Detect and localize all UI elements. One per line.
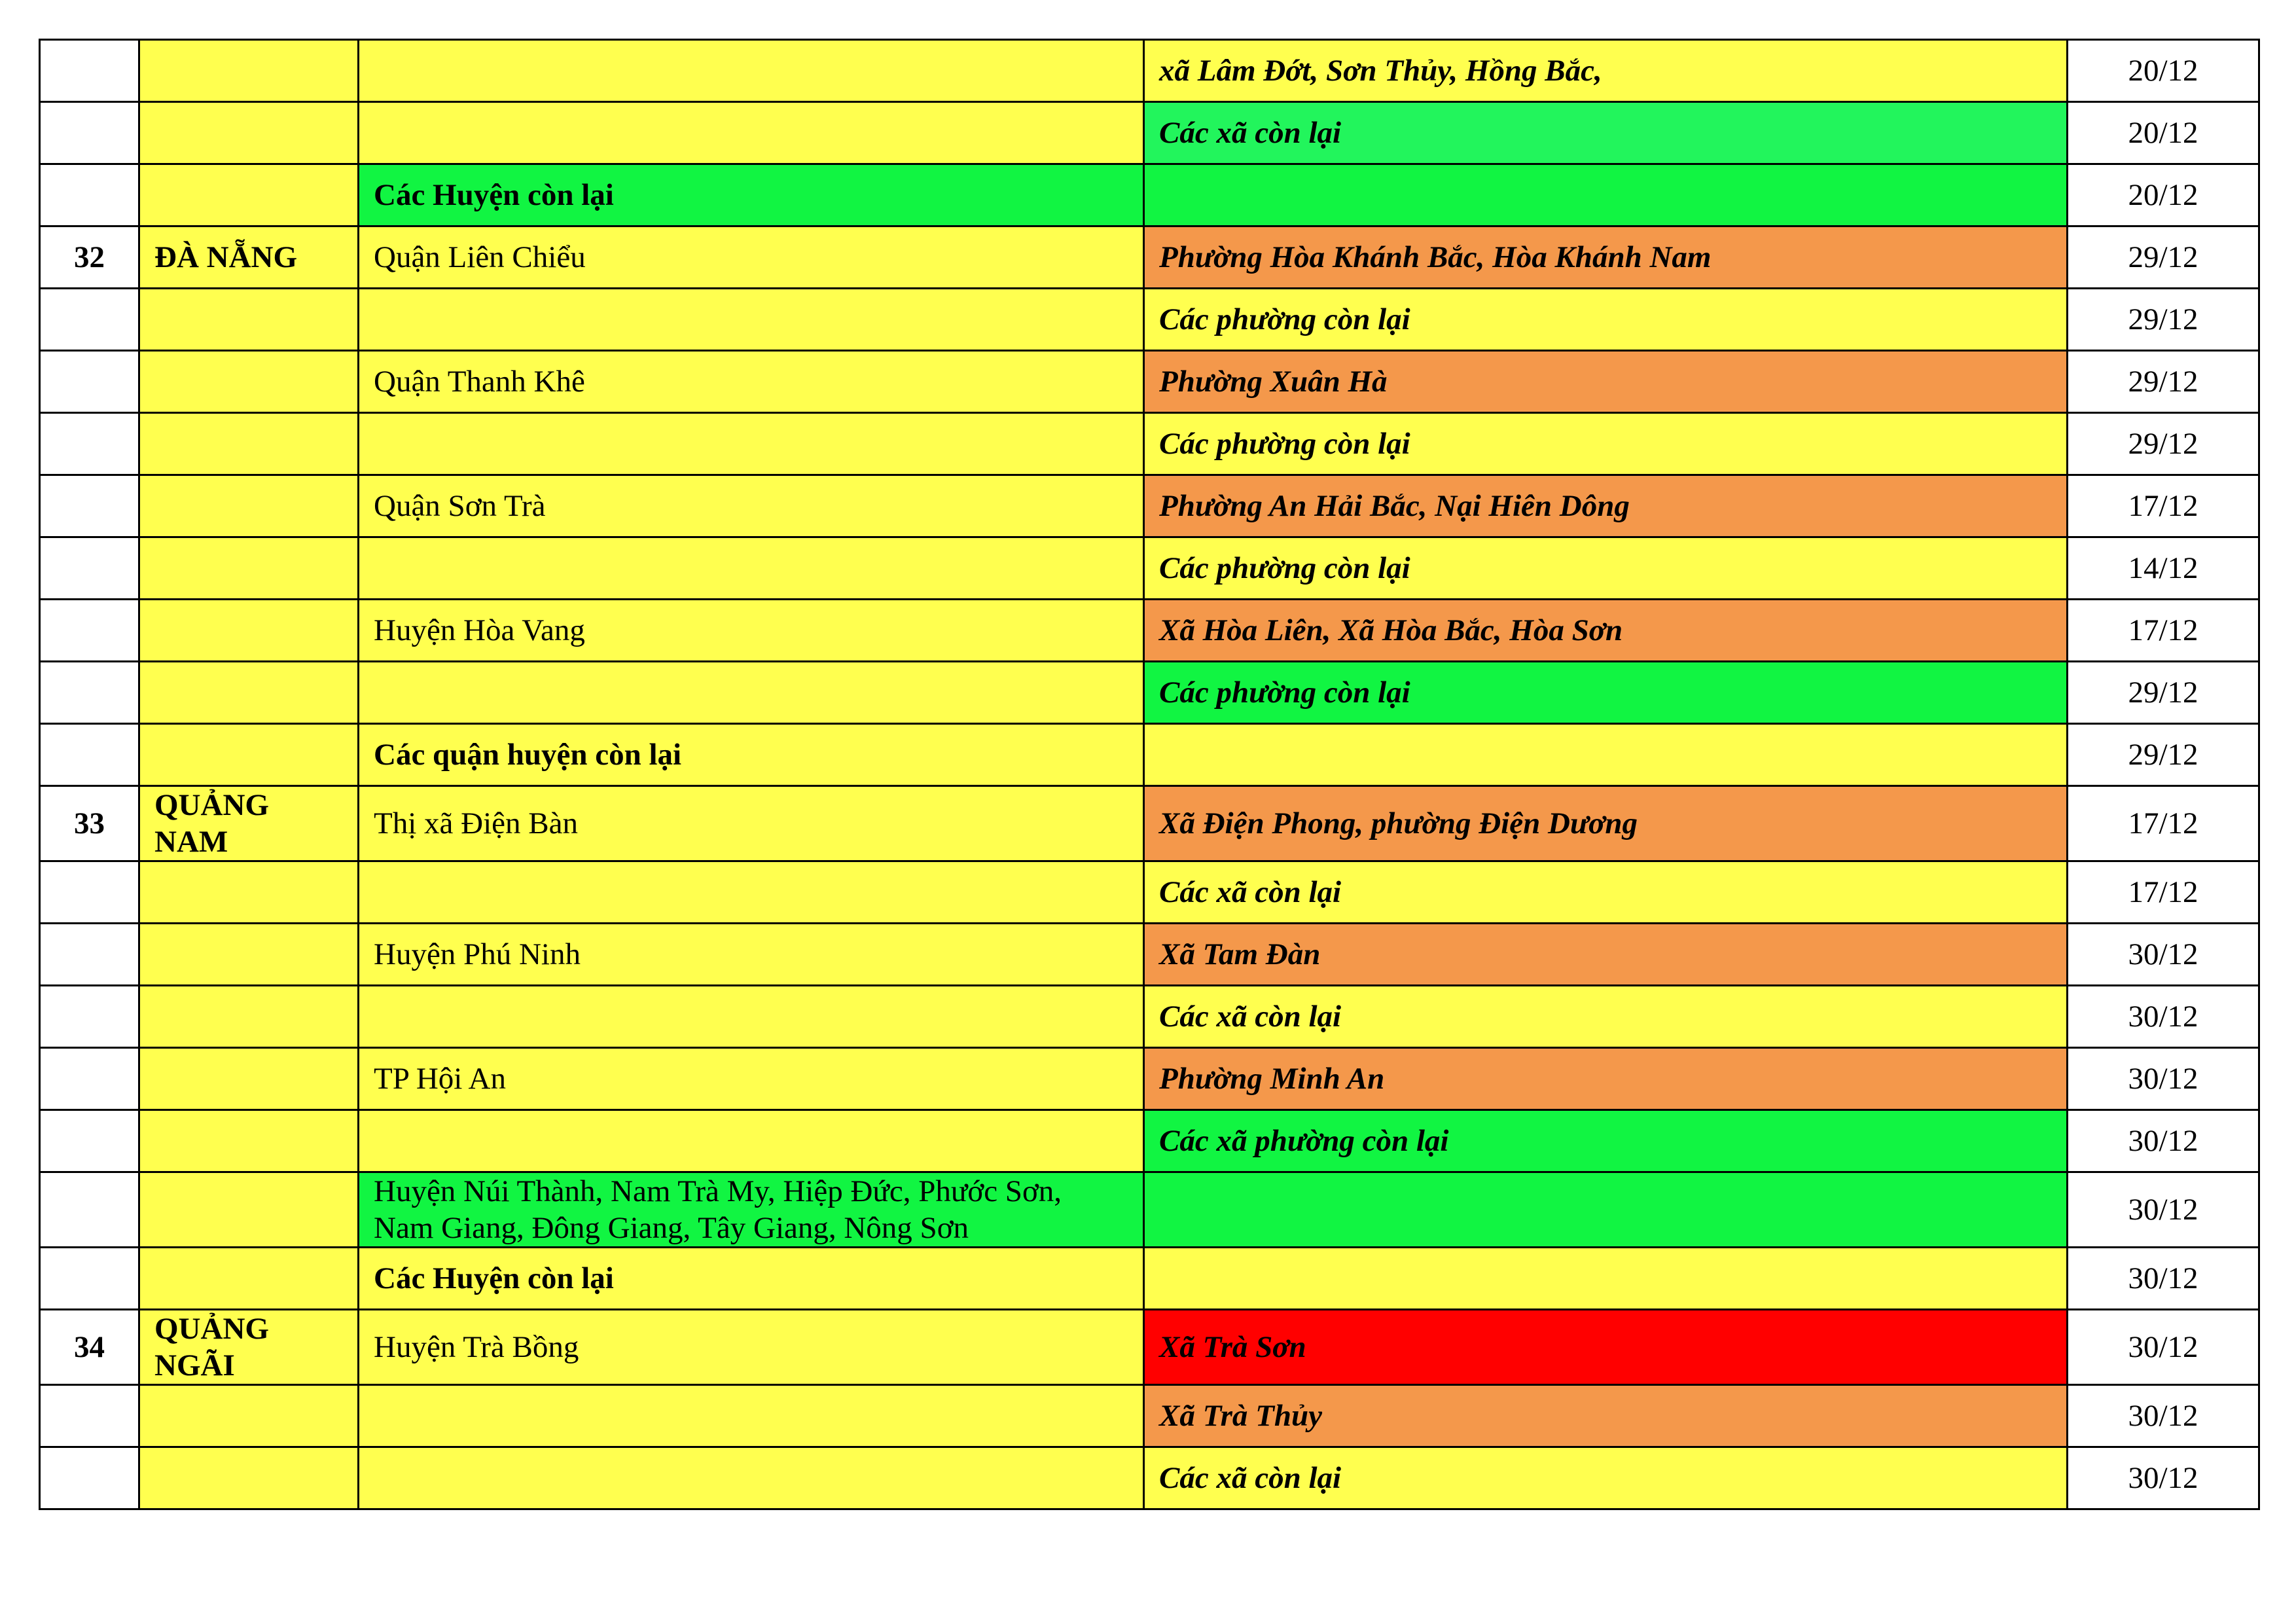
stt-cell: [40, 537, 139, 600]
province-cell: [139, 924, 359, 986]
province-cell: [139, 1385, 359, 1447]
detail-cell: Xã Trà Sơn: [1144, 1310, 2068, 1385]
stt-cell: [40, 662, 139, 724]
date-cell: 14/12: [2068, 537, 2259, 600]
district-cell: [359, 537, 1144, 600]
province-cell: [139, 986, 359, 1048]
stt-cell: [40, 289, 139, 351]
detail-cell: Phường Minh An: [1144, 1048, 2068, 1110]
table-row: [40, 724, 2259, 786]
province-cell: [139, 40, 359, 102]
district-cell: Huyện Hòa Vang: [359, 600, 1144, 662]
province-cell: [139, 537, 359, 600]
table-row: [40, 1048, 2259, 1110]
district-cell: TP Hội An: [359, 1048, 1144, 1110]
stt-cell: [40, 413, 139, 475]
district-cell: Huyện Trà Bồng: [359, 1310, 1144, 1385]
detail-cell: Các phường còn lại: [1144, 662, 2068, 724]
province-cell: [139, 413, 359, 475]
province-cell: [139, 600, 359, 662]
district-cell: Quận Sơn Trà: [359, 475, 1144, 537]
date-cell: 29/12: [2068, 724, 2259, 786]
date-cell: 29/12: [2068, 662, 2259, 724]
district-cell: Các quận huyện còn lại: [359, 724, 1144, 786]
stt-cell: 32: [40, 226, 139, 289]
province-cell: [139, 164, 359, 226]
district-cell: [359, 413, 1144, 475]
table-row: [40, 351, 2259, 413]
detail-cell: Phường An Hải Bắc, Nại Hiên Dông: [1144, 475, 2068, 537]
stt-cell: [40, 924, 139, 986]
district-cell: Thị xã Điện Bàn: [359, 786, 1144, 861]
district-cell: Quận Liên Chiểu: [359, 226, 1144, 289]
date-cell: 20/12: [2068, 102, 2259, 164]
detail-cell: Xã Điện Phong, phường Điện Dương: [1144, 786, 2068, 861]
table-row: [40, 475, 2259, 537]
table-row: [40, 600, 2259, 662]
stt-cell: [40, 1385, 139, 1447]
province-cell: [139, 475, 359, 537]
district-cell: Huyện Núi Thành, Nam Trà My, Hiệp Đức, Phước Sơn, Nam Giang, Đông Giang, Tây Giang, Nông Sơn: [359, 1172, 1144, 1248]
table-row: [40, 662, 2259, 724]
date-cell: 29/12: [2068, 413, 2259, 475]
date-cell: 17/12: [2068, 475, 2259, 537]
date-cell: 29/12: [2068, 226, 2259, 289]
district-cell: [359, 102, 1144, 164]
detail-cell: Phường Hòa Khánh Bắc, Hòa Khánh Nam: [1144, 226, 2068, 289]
province-cell: QUẢNG NGÃI: [139, 1310, 359, 1385]
province-cell: [139, 102, 359, 164]
detail-cell: Các xã còn lại: [1144, 861, 2068, 924]
detail-cell: Phường Xuân Hà: [1144, 351, 2068, 413]
stt-cell: 33: [40, 786, 139, 861]
province-cell: [139, 1110, 359, 1172]
date-cell: 30/12: [2068, 1248, 2259, 1310]
detail-cell: Các xã phường còn lại: [1144, 1110, 2068, 1172]
stt-cell: [40, 102, 139, 164]
province-cell: [139, 662, 359, 724]
province-cell: QUẢNG NAM: [139, 786, 359, 861]
stt-cell: [40, 861, 139, 924]
detail-cell: Các phường còn lại: [1144, 537, 2068, 600]
province-cell: [139, 1447, 359, 1509]
table-row: [40, 413, 2259, 475]
province-cell: [139, 1248, 359, 1310]
district-cell: [359, 1385, 1144, 1447]
stt-cell: [40, 1248, 139, 1310]
region-schedule-table: [39, 39, 2260, 1510]
stt-cell: [40, 724, 139, 786]
date-cell: 30/12: [2068, 1385, 2259, 1447]
district-cell: [359, 40, 1144, 102]
stt-cell: [40, 351, 139, 413]
province-cell: [139, 861, 359, 924]
table-row: [40, 861, 2259, 924]
table-row: [40, 1385, 2259, 1447]
district-cell: Quận Thanh Khê: [359, 351, 1144, 413]
date-cell: 29/12: [2068, 289, 2259, 351]
date-cell: 30/12: [2068, 1447, 2259, 1509]
province-cell: [139, 724, 359, 786]
district-cell: [359, 986, 1144, 1048]
district-cell: [359, 289, 1144, 351]
district-cell: Huyện Phú Ninh: [359, 924, 1144, 986]
detail-cell: [1144, 1172, 2068, 1248]
stt-cell: [40, 600, 139, 662]
stt-cell: [40, 1110, 139, 1172]
table-row: [40, 164, 2259, 226]
district-cell: [359, 861, 1144, 924]
table-row: [40, 1248, 2259, 1310]
table-row: [40, 537, 2259, 600]
table-row: [40, 1447, 2259, 1509]
table-row: [40, 986, 2259, 1048]
stt-cell: [40, 986, 139, 1048]
date-cell: 30/12: [2068, 1110, 2259, 1172]
detail-cell: [1144, 1248, 2068, 1310]
table-row: [40, 1310, 2259, 1385]
province-cell: [139, 289, 359, 351]
date-cell: 30/12: [2068, 1048, 2259, 1110]
table-row: [40, 289, 2259, 351]
table-row: [40, 102, 2259, 164]
date-cell: 30/12: [2068, 1310, 2259, 1385]
stt-cell: [40, 164, 139, 226]
stt-cell: [40, 1048, 139, 1110]
table-row: [40, 924, 2259, 986]
detail-cell: Xã Tam Đàn: [1144, 924, 2068, 986]
detail-cell: Các xã còn lại: [1144, 102, 2068, 164]
detail-cell: [1144, 164, 2068, 226]
district-cell: [359, 662, 1144, 724]
province-cell: ĐÀ NẴNG: [139, 226, 359, 289]
stt-cell: [40, 40, 139, 102]
detail-cell: Xã Trà Thủy: [1144, 1385, 2068, 1447]
district-cell: Các Huyện còn lại: [359, 164, 1144, 226]
detail-cell: [1144, 724, 2068, 786]
date-cell: 30/12: [2068, 986, 2259, 1048]
province-cell: [139, 1048, 359, 1110]
table-row: [40, 786, 2259, 861]
date-cell: 17/12: [2068, 786, 2259, 861]
detail-cell: xã Lâm Đớt, Sơn Thủy, Hồng Bắc,: [1144, 40, 2068, 102]
stt-cell: [40, 1172, 139, 1248]
date-cell: 17/12: [2068, 861, 2259, 924]
detail-cell: Xã Hòa Liên, Xã Hòa Bắc, Hòa Sơn: [1144, 600, 2068, 662]
date-cell: 29/12: [2068, 351, 2259, 413]
table-row: [40, 40, 2259, 102]
detail-cell: Các xã còn lại: [1144, 986, 2068, 1048]
table-row: [40, 1110, 2259, 1172]
date-cell: 30/12: [2068, 924, 2259, 986]
table-row: [40, 226, 2259, 289]
date-cell: 30/12: [2068, 1172, 2259, 1248]
stt-cell: [40, 1447, 139, 1509]
province-cell: [139, 1172, 359, 1248]
date-cell: 17/12: [2068, 600, 2259, 662]
detail-cell: Các phường còn lại: [1144, 413, 2068, 475]
district-cell: [359, 1110, 1144, 1172]
province-cell: [139, 351, 359, 413]
date-cell: 20/12: [2068, 40, 2259, 102]
date-cell: 20/12: [2068, 164, 2259, 226]
stt-cell: 34: [40, 1310, 139, 1385]
detail-cell: Các xã còn lại: [1144, 1447, 2068, 1509]
district-cell: [359, 1447, 1144, 1509]
district-cell: Các Huyện còn lại: [359, 1248, 1144, 1310]
table-row: [40, 1172, 2259, 1248]
detail-cell: Các phường còn lại: [1144, 289, 2068, 351]
stt-cell: [40, 475, 139, 537]
